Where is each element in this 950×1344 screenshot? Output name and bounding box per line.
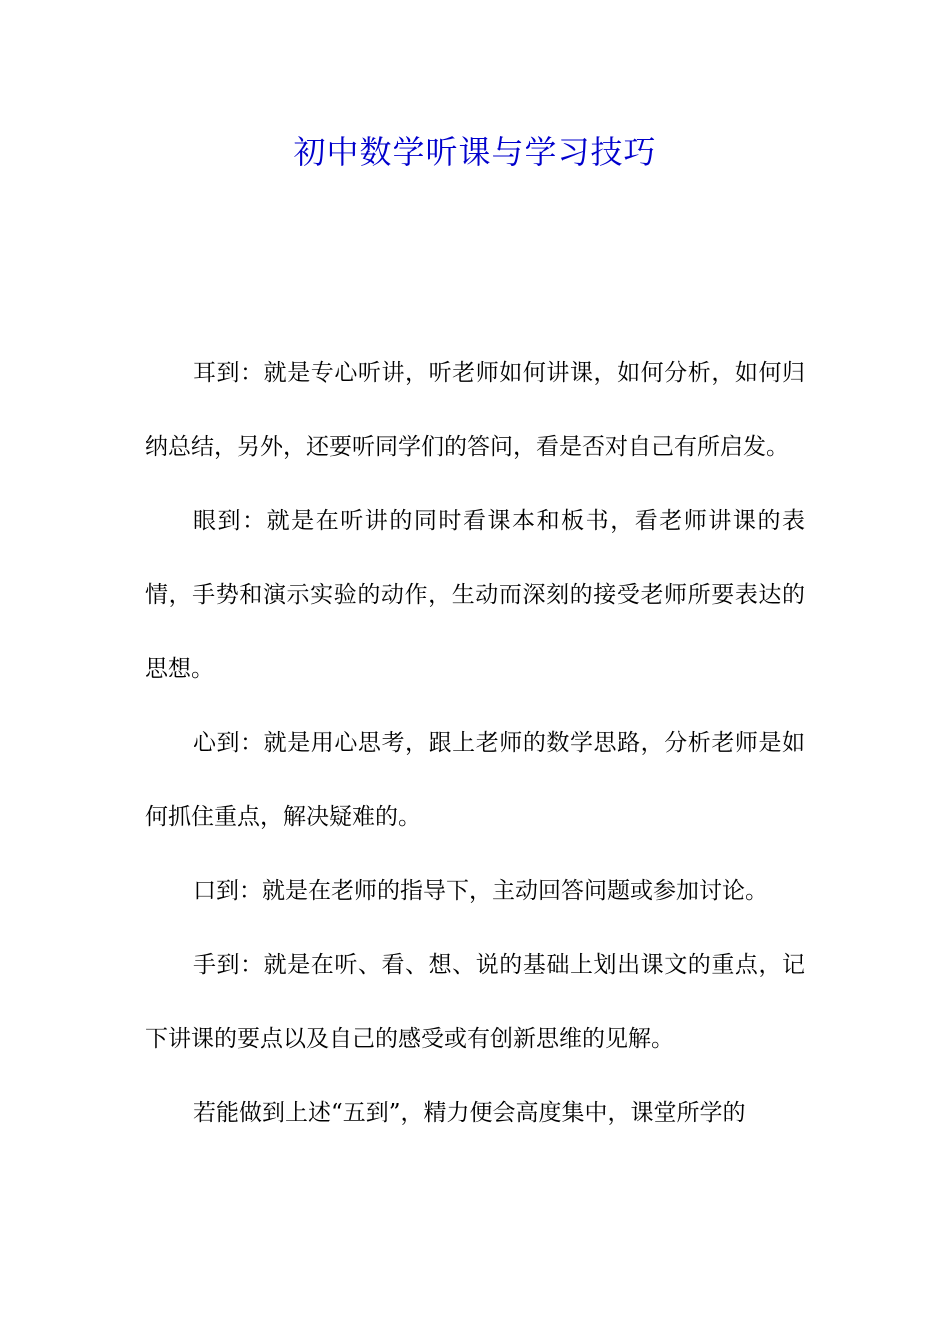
document-body xyxy=(145,336,805,1150)
paragraph-eye: 眼到：就是在听讲的同时看课本和板书，看老师讲课的表情，手势和演示实验的动作，生动而深刻的接受老师所要表达的思想。 xyxy=(145,508,805,682)
paragraph-hand: 手到：就是在听、看、想、说的基础上划出课文的重点，记下讲课的要点以及自己的感受或有创新思维的见解。 xyxy=(145,952,805,1052)
paragraph-mouth: 口到：就是在老师的指导下，主动回答问题或参加讨论。 xyxy=(193,878,768,904)
paragraph-summary: 若能做到上述“五到”，精力便会高度集中，课堂所学的 xyxy=(193,1100,746,1126)
paragraph-heart: 心到：就是用心思考，跟上老师的数学思路，分析老师是如何抓住重点，解决疑难的。 xyxy=(145,730,805,830)
paragraph-ear: 耳到：就是专心听讲，听老师如何讲课，如何分析，如何归纳总结，另外，还要听同学们的答问，看是否对自己有所启发。 xyxy=(145,360,805,460)
document-title: 初中数学听课与学习技巧 xyxy=(293,133,657,171)
